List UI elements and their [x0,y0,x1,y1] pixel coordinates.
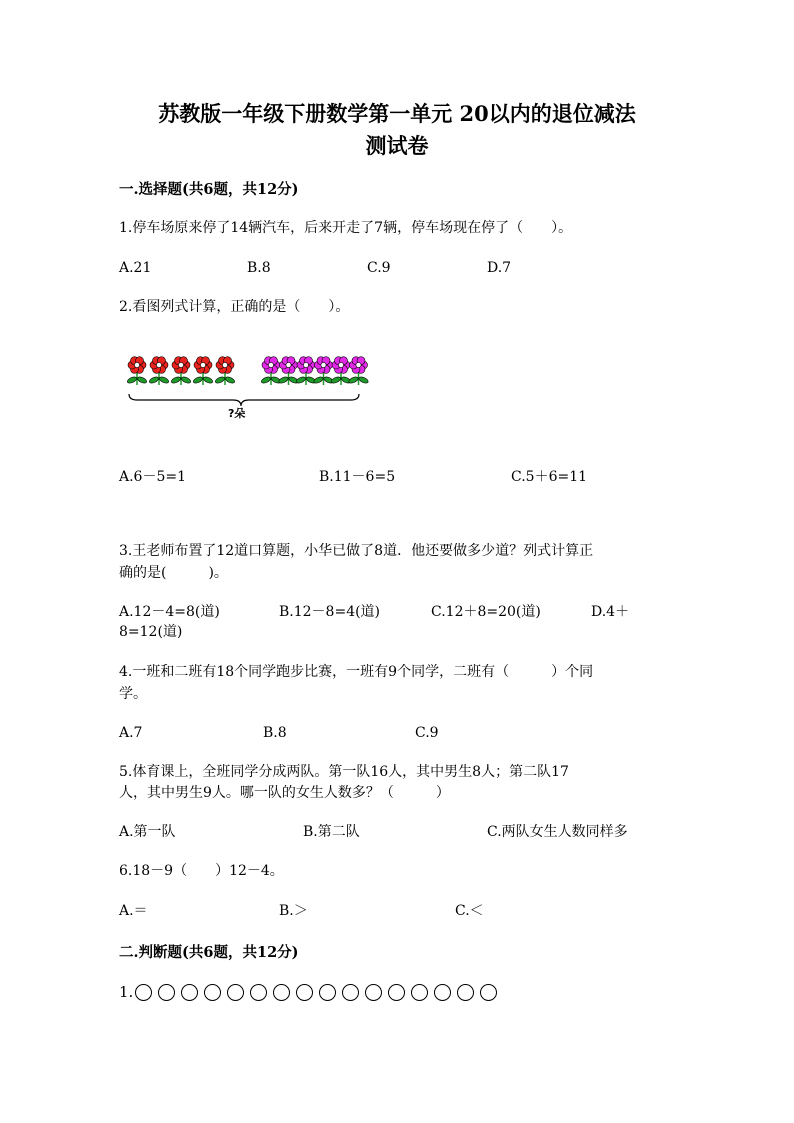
red-flower [126,357,147,385]
purple-flower [295,357,316,385]
red-flower [214,357,235,385]
circle-mark [296,984,313,1001]
circle-mark [388,984,405,1001]
q4-option-b: B.8 [263,725,287,741]
q2-option-b: B.11－6=5 [319,469,396,485]
question-5-line2: 人，其中男生9人。哪一队的女生人数多？（ ） [119,785,450,801]
q5-option-b: B.第二队 [303,824,360,840]
question-6: 6.18－9（ ）12－4。 [119,863,284,879]
circle-mark [411,984,428,1001]
q3-option-b: B.12－8=4(道) [279,604,381,620]
circle-mark [480,984,497,1001]
circle-mark [135,984,152,1001]
circle-mark [434,984,451,1001]
flowers-illustration [125,350,370,425]
red-flower [170,357,191,385]
purple-flower [278,357,299,385]
section-heading-choice: 一.选择题(共6题，共12分) [119,181,299,198]
circle-mark [342,984,359,1001]
q4-option-a: A.7 [119,725,143,741]
q6-option-a: A.＝ [119,903,148,919]
brace [129,394,359,406]
question-1: 1.停车场原来停了14辆汽车，后来开走了7辆，停车场现在停了（ ）。 [119,220,573,236]
q1-option-b: B.8 [247,260,271,276]
q2-option-a: A.6－5=1 [119,469,187,485]
red-flowers-group [126,357,235,385]
circle-mark [319,984,336,1001]
q5-option-a: A.第一队 [119,824,176,840]
circle-mark [250,984,267,1001]
q3-option-d-continued: 8=12(道) [119,624,183,640]
circle-mark [457,984,474,1001]
section-heading-judgement: 二.判断题(共6题，共12分) [119,944,299,961]
circle-mark [365,984,382,1001]
red-flower [148,357,169,385]
q3-option-a: A.12－4=8(道) [119,604,220,620]
q5-option-c: C.两队女生人数同样多 [487,824,628,840]
circle-mark [273,984,290,1001]
question-2: 2.看图列式计算，正确的是（ ）。 [119,299,350,315]
red-flower [192,357,213,385]
q2-option-c: C.5＋6=11 [511,469,588,485]
judgement-question-1 [119,983,503,1001]
circle-mark [204,984,221,1001]
question-3-line1: 3.王老师布置了12道口算题，小华已做了8道．他还要做多少道？列式计算正 [119,543,594,559]
purple-flowers-group [260,357,369,385]
question-3-line2: 确的是( )。 [119,565,228,581]
circle-row [135,984,503,1001]
question-4-line2: 学。 [119,686,147,702]
purple-flower [313,357,334,385]
question-5-line1: 5.体育课上，全班同学分成两队。第一队16人，其中男生8人；第二队17 [119,764,569,780]
question-4-line1: 4.一班和二班有18个同学跑步比赛，一班有9个同学，二班有（ ）个同 [119,664,594,680]
q4-option-c: C.9 [415,725,439,741]
page-title-line2: 测试卷 [365,133,429,158]
purple-flower [348,357,369,385]
circle-mark [158,984,175,1001]
page-title: 苏教版一年级下册数学第一单元 20以内的退位减法 [158,101,636,126]
circle-mark [181,984,198,1001]
purple-flower [260,357,281,385]
q1-option-c: C.9 [367,260,391,276]
purple-flower [330,357,351,385]
q6-option-c: C.＜ [455,903,484,919]
judgement-1-number: 1. [119,983,134,1001]
q3-option-c: C.12＋8=20(道) [431,604,541,620]
q1-option-a: A.21 [119,260,152,276]
q3-option-d: D.4＋ [591,604,630,620]
q1-option-d: D.7 [487,260,512,276]
circle-mark [227,984,244,1001]
flower-count-label: ?朵 [228,407,246,420]
q6-option-b: B.＞ [279,903,308,919]
